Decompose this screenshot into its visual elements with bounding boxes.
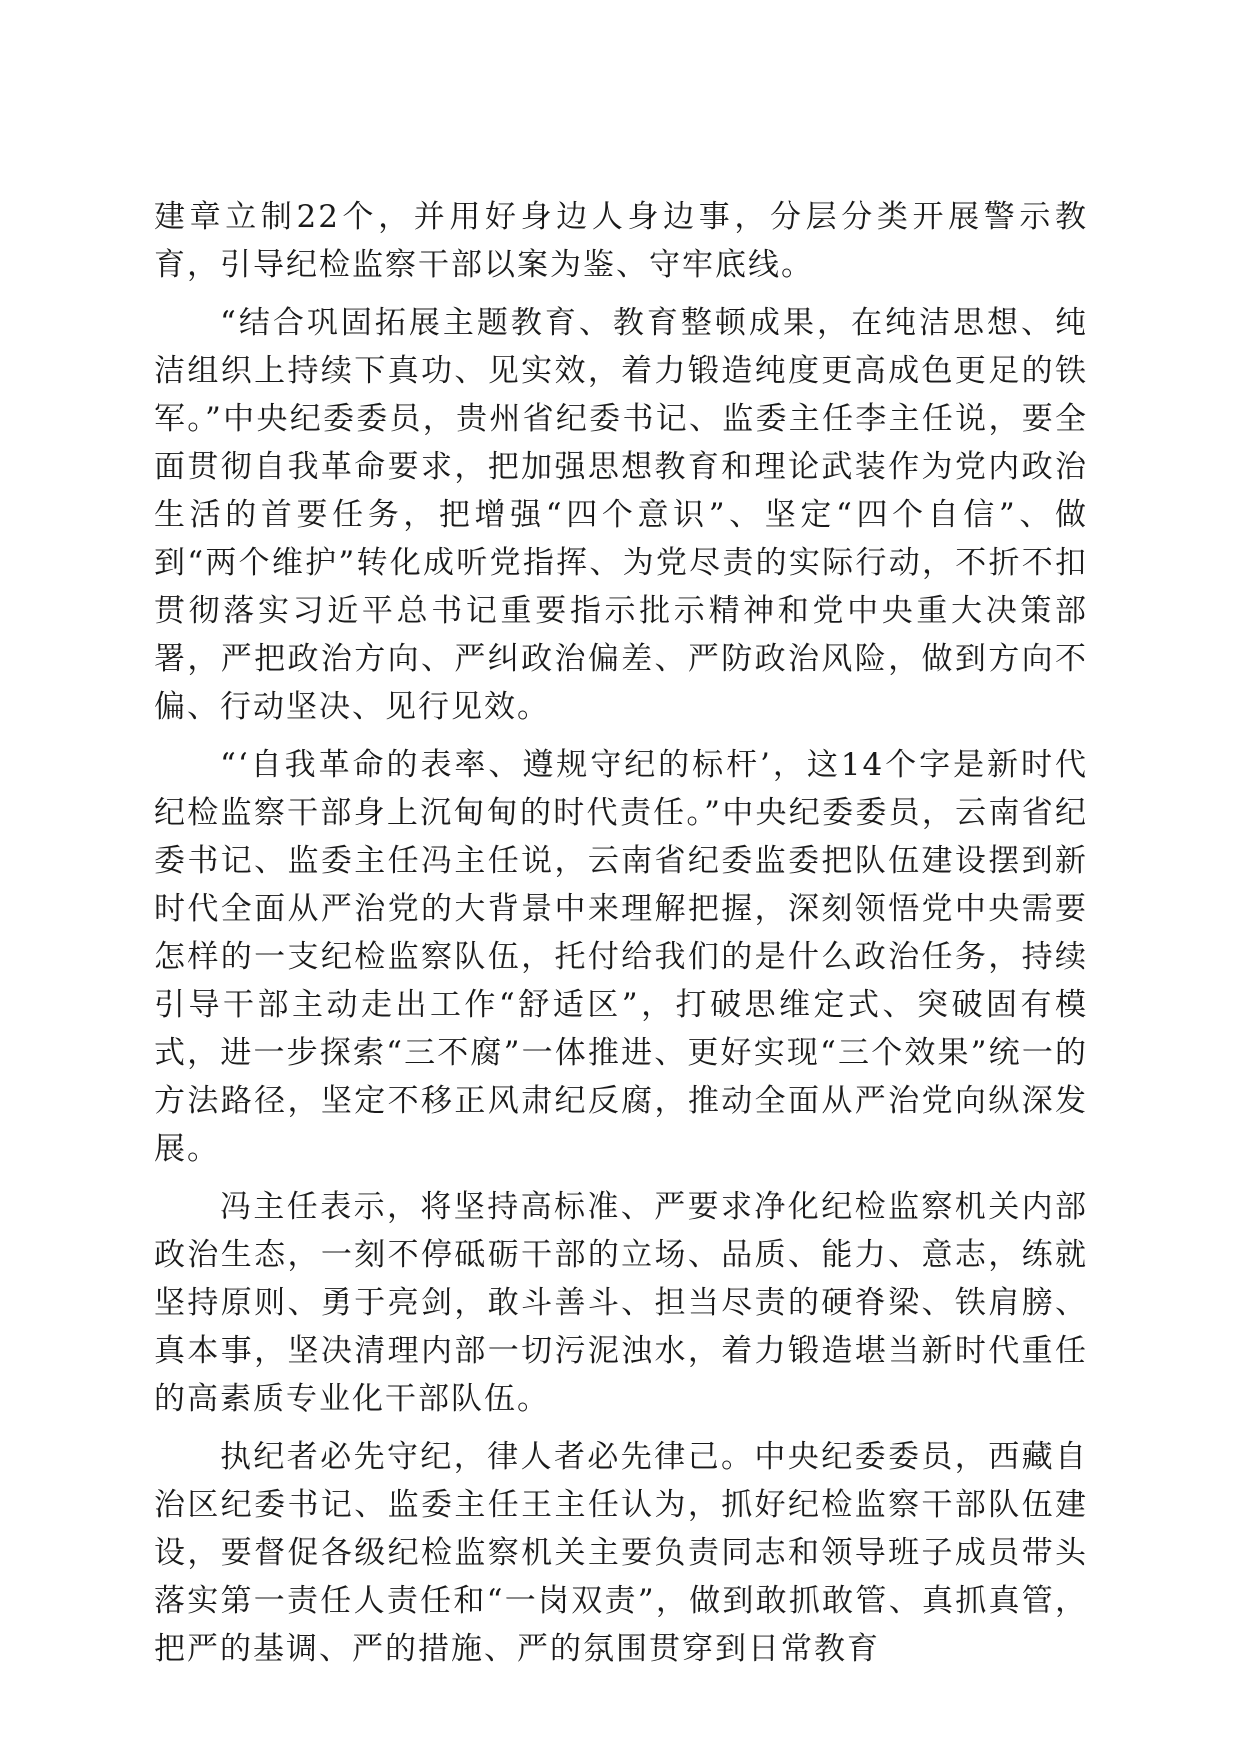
paragraph-tibet-statement: 执纪者必先守纪，律人者必先律己。中央纪委委员，西藏自治区纪委书记、监委主任王主任认为，抓好纪检监察干部队伍建设，要督促各级纪检监察机关主要负责同志和领导班子成员带头落实第一责任人责任和“一岗双责”，做到敢抓敢管、真抓真管，把严的基调、严的措施、严的氛围贯穿到日常教育 [154, 1439, 1088, 1667]
paragraph-guizhou-quote: “结合巩固拓展主题教育、教育整顿成果，在纯洁思想、纯洁组织上持续下真功、见实效，着力锻造纯度更高成色更足的铁军。”中央纪委委员，贵州省纪委书记、监委主任李主任说，要全面贯彻自我革命要求，把加强思想教育和理论武装作为党内政治生活的首要任务，把增强“四个意识”、坚定“四个自信”、做到“两个维护”转化成听党指挥、为党尽责的实际行动，不折不扣贯彻落实习近平总书记重要指示批示精神和党中央重大决策部署，严把政治方向、严纠政治偏差、严防政治风险，做到方向不偏、行动坚决、见行见效。 [154, 305, 1088, 725]
paragraph-continued: 建章立制22个，并用好身边人身边事，分层分类开展警示教育，引导纪检监察干部以案为鉴、守牢底线。 [154, 199, 1088, 283]
body-text [154, 193, 1088, 1683]
paragraph-feng-statement: 冯主任表示，将坚持高标准、严要求净化纪检监察机关内部政治生态，一刻不停砥砺干部的立场、品质、能力、意志，练就坚持原则、勇于亮剑，敢斗善斗、担当尽责的硬脊梁、铁肩膀、真本事，坚决清理内部一切污泥浊水，着力锻造堪当新时代重任的高素质专业化干部队伍。 [154, 1189, 1088, 1417]
paragraph-yunnan-quote: “‘自我革命的表率、遵规守纪的标杆’，这14个字是新时代纪检监察干部身上沉甸甸的时代责任。”中央纪委委员，云南省纪委书记、监委主任冯主任说，云南省纪委监委把队伍建设摆到新时代全面从严治党的大背景中来理解把握，深刻领悟党中央需要怎样的一支纪检监察队伍，托付给我们的是什么政治任务，持续引导干部主动走出工作“舒适区”，打破思维定式、突破固有模式，进一步探索“三不腐”一体推进、更好实现“三个效果”统一的方法路径，坚定不移正风肃纪反腐，推动全面从严治党向纵深发展。 [154, 747, 1088, 1167]
